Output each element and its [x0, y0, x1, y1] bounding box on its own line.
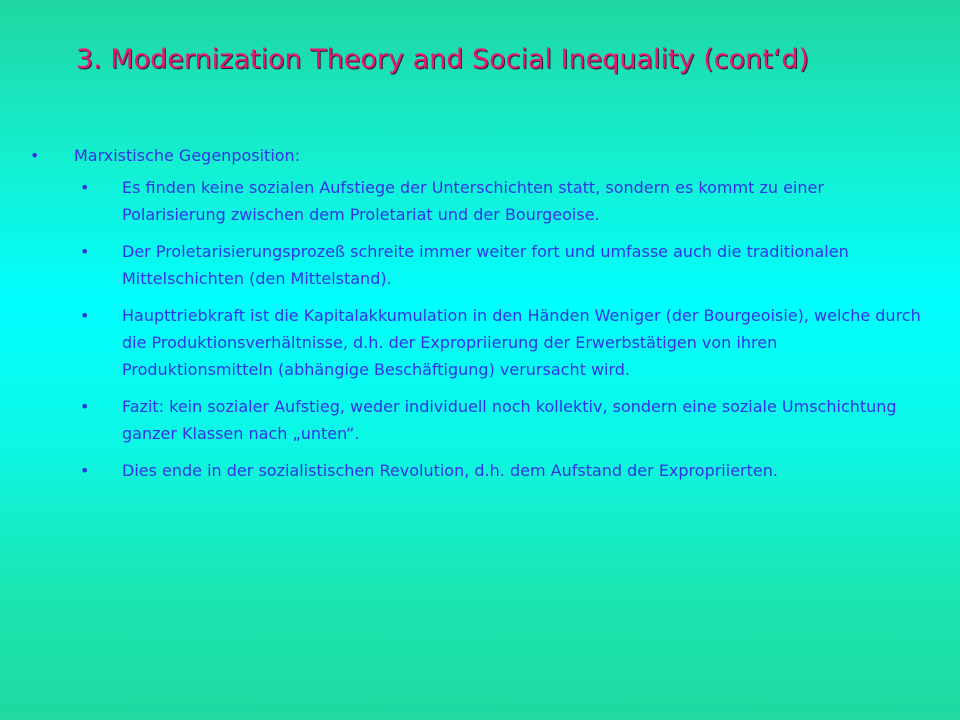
bullet-icon: • — [80, 306, 90, 325]
section-heading — [0, 142, 960, 169]
bullet-icon: • — [80, 461, 90, 480]
bullet-icon: • — [80, 242, 90, 261]
slide-content — [0, 142, 960, 494]
list-item — [0, 302, 960, 383]
list-item-text: Es finden keine sozialen Aufstiege der Unterschichten statt, sondern es kommt zu einer Polarisierung zwischen dem Proletariat und der Bourgeoise. — [122, 178, 824, 224]
bullet-icon: • — [80, 178, 90, 197]
slide-title: 3. Modernization Theory and Social Inequality (cont‘d) — [76, 44, 810, 75]
list-item — [0, 238, 960, 292]
list-item — [0, 174, 960, 228]
section-heading-text: Marxistische Gegenposition: — [74, 146, 301, 165]
list-item-text: Haupttriebkraft ist die Kapitalakkumulation in den Händen Weniger (der Bourgeoisie), welche durch die Produktionsverhältnisse, d.h. der Expropriierung der Erwerbstätigen von ihren Produktionsmitteln (abhängige Beschäftigung) verursacht wird. — [122, 306, 921, 379]
bullet-icon: • — [30, 146, 40, 165]
list-item — [0, 457, 960, 484]
list-item — [0, 393, 960, 447]
list-item-text: Der Proletarisierungsprozeß schreite immer weiter fort und umfasse auch die traditionalen Mittelschichten (den Mittelstand). — [122, 242, 849, 288]
bullet-icon: • — [80, 397, 90, 416]
list-item-text: Dies ende in der sozialistischen Revolution, d.h. dem Aufstand der Expropriierten. — [122, 461, 778, 480]
list-item-text: Fazit: kein sozialer Aufstieg, weder individuell noch kollektiv, sondern eine soziale Umschichtung ganzer Klassen nach „unten“. — [122, 397, 897, 443]
